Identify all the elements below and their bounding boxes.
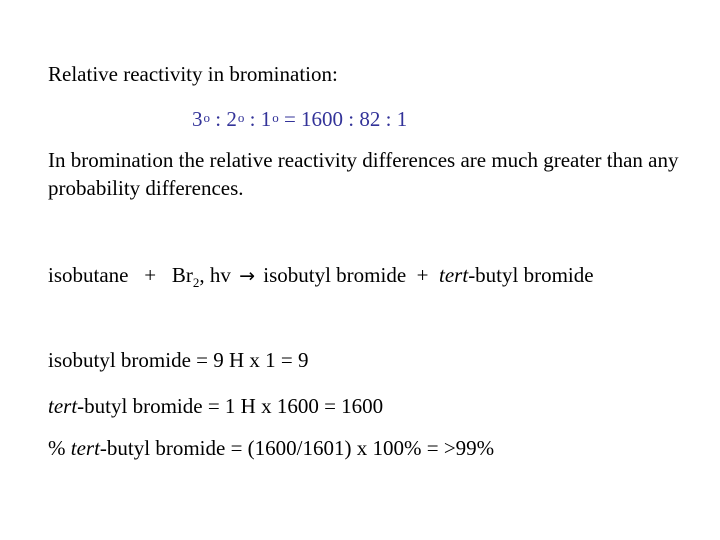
reactivity-ratio [192,104,407,133]
calc-percentage: % tert-butyl bromide = (1600/1601) x 100% = >99% [48,436,495,460]
plus-sign: + [416,263,429,287]
tertiary-label: 3 [192,107,203,131]
degree-mark: o [272,110,279,125]
reagent: $Br_2$, hv [171,263,231,290]
product-isobutyl-bromide: isobutyl bromide [263,263,407,287]
ratio-values: = 1600 : 82 : 1 [278,107,408,131]
reaction-arrow-icon: → [239,265,255,287]
ratio-separator: : [244,107,261,131]
reagent-subscript: 2 [192,275,200,290]
reaction-equation [48,261,594,297]
degree-mark: o [237,110,245,125]
plus-sign: + [144,263,157,287]
heading-text: Relative reactivity in bromination: [48,62,338,86]
degree-mark: o [203,110,210,125]
secondary-label: 2 [226,107,237,131]
product-tert-butyl-bromide: tert-butyl bromide [439,263,594,287]
calc-tert-butyl: tert-butyl bromide = 1 H x 1600 = 1600 [48,394,384,418]
ratio-separator: : [210,107,227,131]
reactant: isobutane [48,263,129,287]
explanation-paragraph: In bromination the relative reactivity differences are much greater than any probability differences. [48,148,679,200]
calc-isobutyl: isobutyl bromide = 9 H x 1 = 9 [48,348,309,372]
primary-label: 1 [260,107,272,131]
